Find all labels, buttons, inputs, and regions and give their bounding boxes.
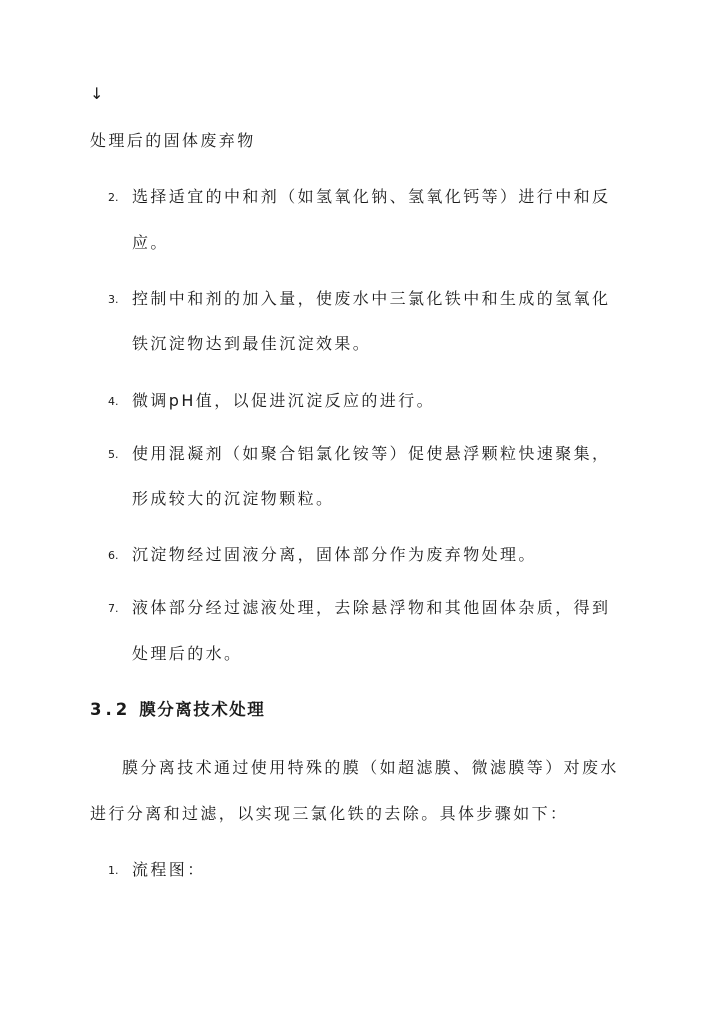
list-item-text-cont: 铁沉淀物达到最佳沉淀效果。	[132, 334, 372, 353]
list-item-text-cont: 处理后的水。	[132, 644, 243, 663]
list-item-number: 5.	[108, 448, 119, 461]
list-item-text: 液体部分经过滤液处理，去除悬浮物和其他固体杂质，得到	[132, 598, 611, 617]
list-item-number: 7.	[108, 602, 119, 615]
list-item-number: 4.	[108, 395, 119, 408]
list-item-text: 微调pH值，以促进沉淀反应的进行。	[132, 391, 435, 410]
list-item-number: 6.	[108, 549, 119, 562]
paragraph-line: 进行分离和过滤，以实现三氯化铁的去除。具体步骤如下：	[90, 804, 569, 823]
list-item-text: 沉淀物经过固液分离，固体部分作为废弃物处理。	[132, 545, 537, 564]
section-heading	[90, 699, 265, 721]
list-item-text-cont: 形成较大的沉淀物颗粒。	[132, 489, 335, 508]
list-item-number: 2.	[108, 191, 119, 204]
list-item-number: 3.	[108, 293, 119, 306]
down-arrow-icon: ↓	[90, 84, 104, 103]
list-item-text: 使用混凝剂（如聚合铝氯化铵等）促使悬浮颗粒快速聚集，	[132, 444, 611, 463]
lead-line: 处理后的固体废弃物	[90, 131, 256, 150]
list-item-number: 1.	[108, 864, 119, 877]
section-title: 膜分离技术处理	[139, 700, 266, 719]
list-item-text: 选择适宜的中和剂（如氢氧化钠、氢氧化钙等）进行中和反	[132, 187, 611, 206]
list-item-text: 控制中和剂的加入量，使废水中三氯化铁中和生成的氢氧化	[132, 289, 611, 308]
list-item-text-cont: 应。	[132, 233, 169, 252]
list-item-text: 流程图：	[132, 860, 206, 879]
paragraph-line: 膜分离技术通过使用特殊的膜（如超滤膜、微滤膜等）对废水	[122, 758, 619, 777]
section-number: 3.2	[90, 700, 132, 719]
